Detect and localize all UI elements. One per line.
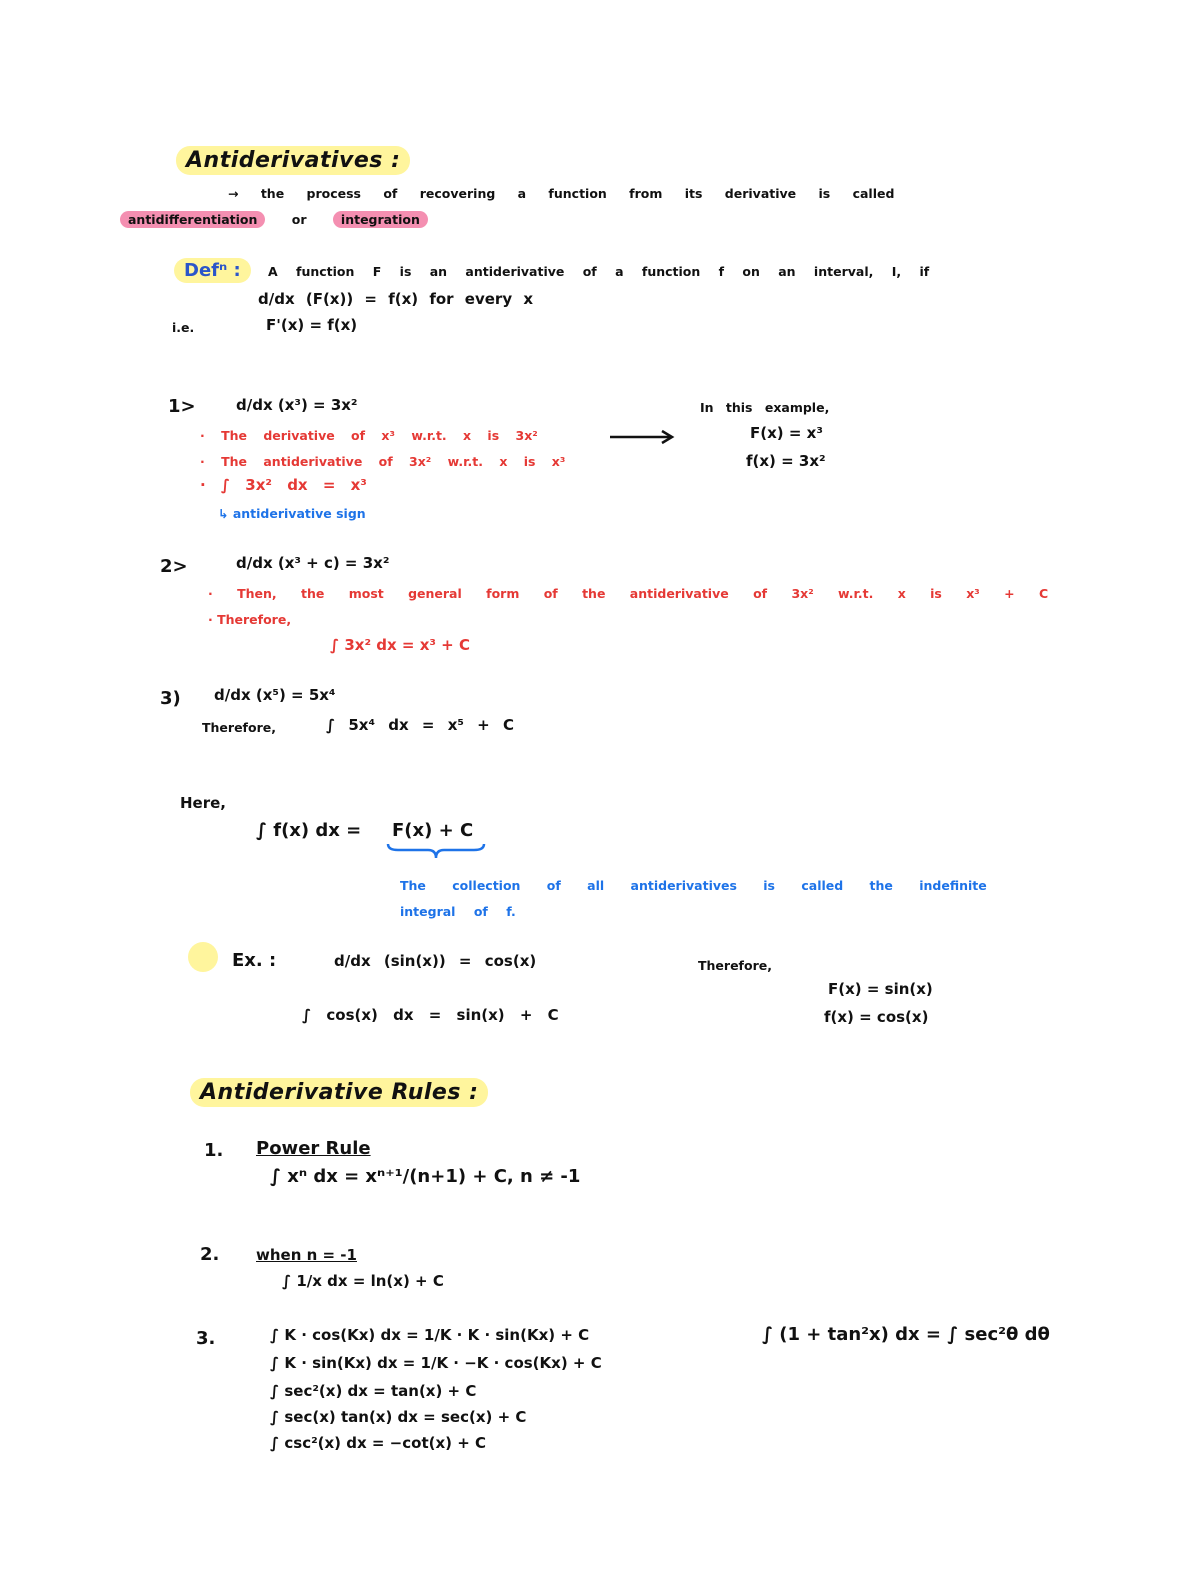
here-label: Here, [180, 794, 226, 812]
example2-note1: · Then, the most general form of the antiderivative of 3x² w.r.t. x is x³ + C [208, 586, 1049, 601]
rule3-line1: ∫ K · cos(Kx) dx = 1/K · K · sin(Kx) + C [270, 1326, 590, 1344]
definition-label: Defⁿ : [174, 262, 251, 280]
example1-note1: · The derivative of x³ w.r.t. x is 3x² [200, 428, 538, 443]
rule1-number: 1. [204, 1140, 224, 1161]
arrow-right-icon [608, 428, 676, 446]
example4-label: Ex. : [232, 950, 277, 971]
example4-side-line2: f(x) = cos(x) [824, 1008, 929, 1026]
rule3-side-expression: ∫ (1 + tan²x) dx = ∫ sec²θ dθ [762, 1324, 1050, 1345]
rule3-line3: ∫ sec²(x) dx = tan(x) + C [270, 1382, 477, 1400]
example2-result: ∫ 3x² dx = x³ + C [330, 636, 470, 654]
example1-number: 1> [168, 396, 196, 417]
ie-expression: F'(x) = f(x) [266, 316, 358, 334]
example3-expression: d/dx (x⁵) = 5x⁴ [214, 686, 336, 704]
underbrace-icon [384, 840, 488, 860]
example3-number: 3) [160, 688, 181, 709]
definition-line1: A function F is an antiderivative of a function f on an interval, I, if [268, 264, 930, 279]
example1-expression: d/dx (x³) = 3x² [236, 396, 358, 414]
example3-result: ∫ 5x⁴ dx = x⁵ + C [326, 716, 514, 734]
section-title-antiderivative-rules: Antiderivative Rules : [190, 1082, 488, 1104]
example4-expression: d/dx (sin(x)) = cos(x) [334, 952, 537, 970]
example1-side-title: In this example, [700, 400, 830, 415]
example2-note2: · Therefore, [208, 612, 292, 627]
rule1-title: Power Rule [256, 1138, 371, 1159]
example4-therefore: Therefore, [698, 958, 772, 973]
example1-side-line2: f(x) = 3x² [746, 452, 826, 470]
example4-side-line1: F(x) = sin(x) [828, 980, 933, 998]
general-expression-right: F(x) + C [392, 820, 474, 841]
ie-label: i.e. [172, 320, 195, 335]
indefinite-integral-note-line1: The collection of all antiderivatives is called the indefinite [400, 878, 987, 893]
example4-result: ∫ cos(x) dx = sin(x) + C [302, 1006, 559, 1024]
section-title-antiderivatives: Antiderivatives : [176, 150, 410, 172]
rule2-number: 2. [200, 1244, 220, 1265]
rule1-expression: ∫ xⁿ dx = xⁿ⁺¹/(n+1) + C, n ≠ -1 [270, 1166, 581, 1187]
rule3-line4: ∫ sec(x) tan(x) dx = sec(x) + C [270, 1408, 527, 1426]
term-antidifferentiation: antidifferentiation [120, 211, 265, 228]
example3-therefore: Therefore, [202, 720, 276, 735]
intro-line: → the process of recovering a function from its derivative is called [228, 186, 895, 201]
term-integration: integration [333, 211, 428, 228]
example1-side-line1: F(x) = x³ [750, 424, 823, 442]
general-expression-left: ∫ f(x) dx = [256, 820, 362, 841]
indefinite-integral-note-line2: integral of f. [400, 904, 516, 919]
definition-line2: d/dx (F(x)) = f(x) for every x [258, 290, 533, 308]
intro-terms: antidifferentiation or integration [120, 214, 428, 227]
example2-expression: d/dx (x³ + c) = 3x² [236, 554, 390, 572]
antiderivative-sign-note: ↳ antiderivative sign [218, 506, 366, 521]
rule2-title: when n = -1 [256, 1246, 357, 1264]
example2-number: 2> [160, 556, 188, 577]
example1-note3: · ∫ 3x² dx = x³ [200, 476, 367, 494]
rule3-number: 3. [196, 1328, 216, 1349]
rule3-line2: ∫ K · sin(Kx) dx = 1/K · −K · cos(Kx) + C [270, 1354, 602, 1372]
example1-note2: · The antiderivative of 3x² w.r.t. x is x³ [200, 454, 566, 469]
rule2-expression: ∫ 1/x dx = ln(x) + C [282, 1272, 444, 1290]
highlight-dot [188, 942, 218, 972]
rule3-line5: ∫ csc²(x) dx = −cot(x) + C [270, 1434, 487, 1452]
